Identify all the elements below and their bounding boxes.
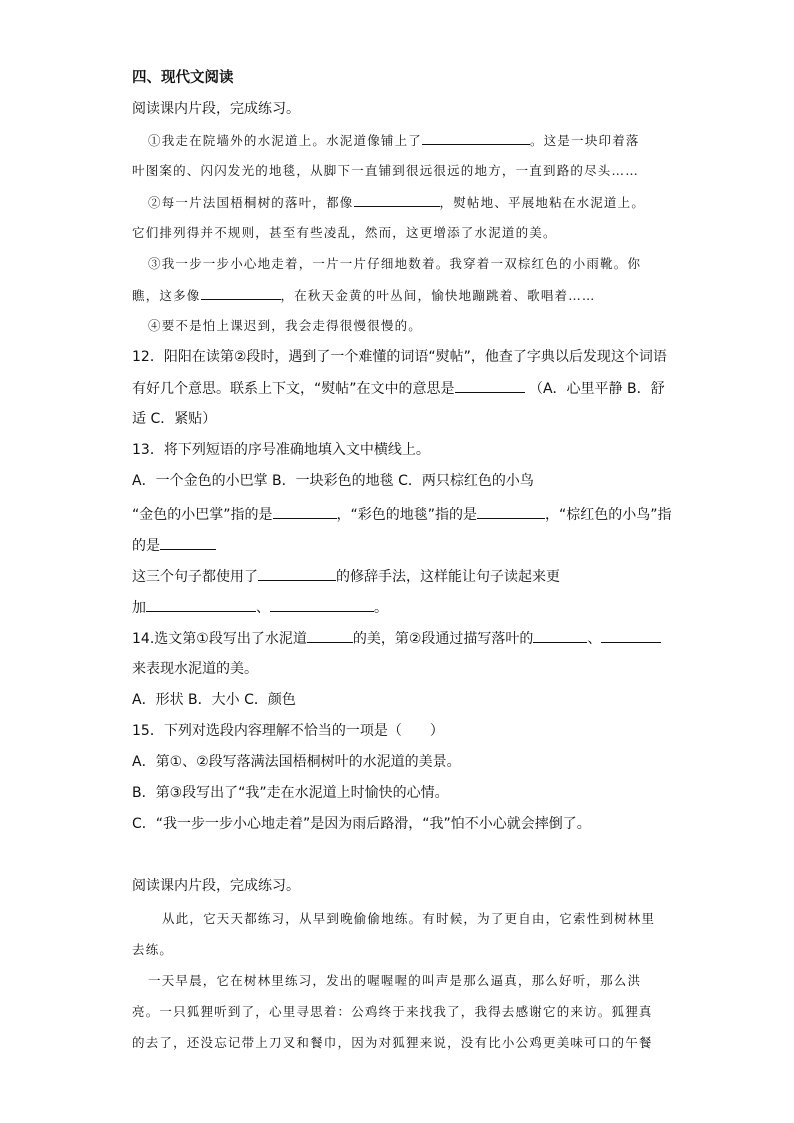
answer-blank[interactable] xyxy=(477,504,545,519)
passage-paragraph-3-cont: 瞧，这多像 ，在秋天金黄的叶丛间，愉快地蹦跳着、歌唱着…… xyxy=(132,285,596,306)
reading-instruction-2: 阅读课内片段，完成练习。 xyxy=(132,878,300,894)
answer-blank[interactable] xyxy=(270,597,374,612)
answer-blank[interactable] xyxy=(273,504,337,519)
passage-paragraph-4: ④要不是怕上课迟到，我会走得很慢很慢的。 xyxy=(148,318,423,333)
question-13-rhetoric: 这三个句子都使用了 的修辞手法，这样能让句子读起来更 xyxy=(132,566,560,587)
question-15: 15．下列对选段内容理解不恰当的一项是（ ） xyxy=(132,723,444,739)
question-12: 12．阳阳在读第②段时，遇到了一个难懂的词语“熨帖”，他查了字典以后发现这个词语 xyxy=(132,349,667,365)
question-14-cont: 来表现水泥道的美。 xyxy=(132,661,258,677)
answer-blank[interactable] xyxy=(201,285,281,300)
reading-instruction: 阅读课内片段，完成练习。 xyxy=(132,101,300,117)
question-13-fill: “金色的小巴掌”指的是 ，“彩色的地毯”指的是 ，“棕红色的小鸟”指 xyxy=(132,504,672,525)
question-15-option-a: A．第①、②段写落满法国梧桐树叶的水泥道的美景。 xyxy=(132,754,461,770)
passage2-paragraph-2: 一天早晨，它在树林里练习，发出的喔喔喔的叫声是那么逼真，那么好听，那么洪 xyxy=(148,973,642,988)
question-12-options-cont: 适 C．紧贴） xyxy=(132,411,217,427)
question-13-fill-cont: 的是 xyxy=(132,535,216,556)
question-13-options: A．一个金色的小巴掌 B．一块彩色的地毯 C．两只棕红色的小鸟 xyxy=(132,473,534,489)
passage-paragraph-2: ②每一片法国梧桐树的落叶，都像 ，熨帖地、平展地粘在水泥道上。 xyxy=(148,192,645,213)
answer-blank[interactable] xyxy=(258,566,336,581)
question-13: 13．将下列短语的序号准确地填入文中横线上。 xyxy=(132,442,430,458)
question-14-options: A．形状 B．大小 C．颜色 xyxy=(132,692,296,708)
answer-blank[interactable] xyxy=(307,628,353,643)
passage2-paragraph-1: 从此，它天天都练习，从早到晚偷偷地练。有时候，为了更自由，它索性到树林里 xyxy=(162,911,656,926)
answer-blank[interactable] xyxy=(146,597,256,612)
answer-blank[interactable] xyxy=(354,192,440,207)
section-heading: 四、现代文阅读 xyxy=(132,70,234,86)
passage-paragraph-2-cont: 它们排列得并不规则，甚至有些凌乱，然而，这更增添了水泥道的美。 xyxy=(132,225,557,240)
passage-paragraph-3: ③我一步一步小心地走着，一片一片仔细地数着。我穿着一双棕红色的小雨靴。你 xyxy=(148,256,642,271)
passage2-paragraph-2-cont: 亮。一只狐狸听到了，心里寻思着：公鸡终于来找我了，我得去感谢它的来访。狐狸真 xyxy=(132,1004,653,1019)
passage-paragraph-1: ①我走在院墙外的水泥道上。水泥道像铺上了 。这是一块印着落 xyxy=(148,130,640,151)
passage2-paragraph-1-cont: 去练。 xyxy=(132,942,174,957)
passage2-paragraph-2-cont2: 的去了，还没忘记带上刀叉和餐巾，因为对狐狸来说，没有比小公鸡更美味可口的午餐 xyxy=(132,1035,653,1050)
answer-blank[interactable] xyxy=(601,628,661,643)
answer-blank[interactable] xyxy=(533,628,587,643)
question-12-cont: 有好几个意思。联系上下文，“熨帖”在文中的意思是 （A．心里平静 B．舒 xyxy=(132,378,665,399)
question-15-option-c: C．“我一步一步小心地走着”是因为雨后路滑，“我”怕不小心就会摔倒了。 xyxy=(132,816,591,832)
question-15-option-b: B．第③段写出了“我”走在水泥道上时愉快的心情。 xyxy=(132,785,449,801)
passage-paragraph-1-cont: 叶图案的、闪闪发光的地毯，从脚下一直铺到很远很远的地方，一直到路的尽头…… xyxy=(132,163,639,178)
answer-blank[interactable] xyxy=(160,535,216,550)
question-14: 14.选文第①段写出了水泥道 的美，第②段通过描写落叶的 、 xyxy=(132,628,661,649)
question-13-rhetoric-cont: 加 、 。 xyxy=(132,597,388,618)
answer-blank[interactable] xyxy=(455,378,525,393)
answer-blank[interactable] xyxy=(422,130,530,145)
